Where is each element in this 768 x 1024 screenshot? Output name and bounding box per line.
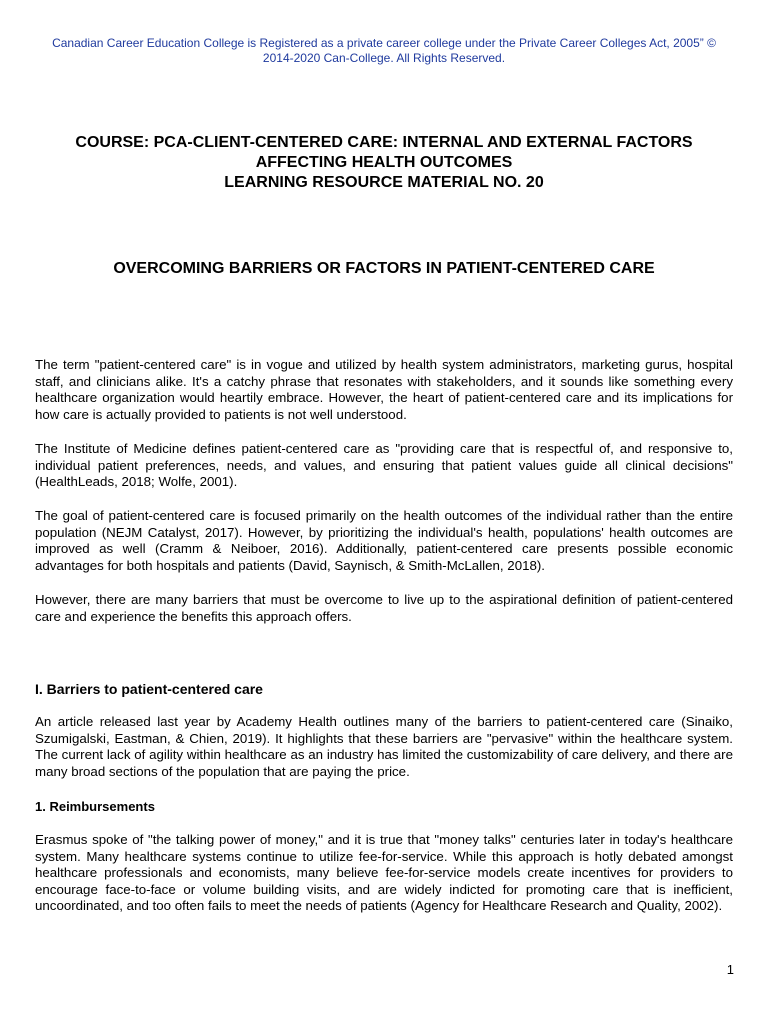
subsection-paragraph-reimbursements: Erasmus spoke of "the talking power of money," and it is true that "money talks" centuries later in today's healthcare system. Many healthcare systems continue to utilize fee-for-service. While this approach is hotly debated amongst healthcare professionals and economists, many believe fee-for-service models create incentives for providers to encourage face-to-face or volume building visits, and are widely indicted for promoting care that is inefficient, uncoordinated, and too often fails to meet the needs of patients (Agency for Healthcare Research and Quality, 2002). <box>35 832 733 914</box>
intro-paragraph-3: The goal of patient-centered care is focused primarily on the health outcomes of the individual rather than the entire population (NEJM Catalyst, 2017). However, by prioritizing the individual's health, populations' health outcomes are improved as well (Cramm & Neiboer, 2016). Additionally, patient-centered care presents possible economic advantages for both hospitals and patients (David, Saynisch, & Smith-McLallen, 2018). <box>35 508 733 573</box>
course-title-line-2: AFFECTING HEALTH OUTCOMES <box>255 154 513 171</box>
subsection-heading-reimbursements: 1. Reimbursements <box>35 799 155 814</box>
copyright-line-1: Canadian Career Education College is Registered as a private career college under the Private Career Colleges Act, 2005” © <box>52 36 716 50</box>
page-number: 1 <box>726 962 734 977</box>
section-heading-barriers: I. Barriers to patient-centered care <box>35 681 263 697</box>
copyright-line-2: 2014-2020 Can-College. All Rights Reserved. <box>262 51 506 65</box>
course-title-line-1: COURSE: PCA-CLIENT-CENTERED CARE: INTERNAL AND EXTERNAL FACTORS <box>75 134 693 151</box>
document-heading: OVERCOMING BARRIERS OR FACTORS IN PATIENT-CENTERED CARE <box>113 260 655 277</box>
section-paragraph-barriers: An article released last year by Academy Health outlines many of the barriers to patient-centered care (Sinaiko, Szumigalski, Eastman, & Chien, 2019). It highlights that these barriers are "pervasive" within the healthcare system. The current lack of agility within healthcare as an industry has limited the customizability of care delivery, and there are many broad sections of the population that are paying the price. <box>35 714 733 779</box>
course-title <box>30 133 738 193</box>
intro-paragraph-1: The term "patient-centered care" is in vogue and utilized by health system administrators, marketing gurus, hospital staff, and clinicians alike. It's a catchy phrase that resonates with stakeholders, and it sounds like something every healthcare organization would heartily embrace. However, the heart of patient-centered care and its implications for how care is actually provided to patients is not well understood. <box>35 357 733 422</box>
copyright-notice <box>30 36 738 66</box>
intro-paragraph-2: The Institute of Medicine defines patient-centered care as "providing care that is respectful of, and responsive to, individual patient preferences, needs, and values, and ensuring that patient values guide all clinical decisions" (HealthLeads, 2018; Wolfe, 2001). <box>35 441 733 490</box>
course-title-line-3: LEARNING RESOURCE MATERIAL NO. 20 <box>224 174 544 191</box>
intro-paragraph-4: However, there are many barriers that must be overcome to live up to the aspirational definition of patient-centered care and experience the benefits this approach offers. <box>35 592 733 624</box>
